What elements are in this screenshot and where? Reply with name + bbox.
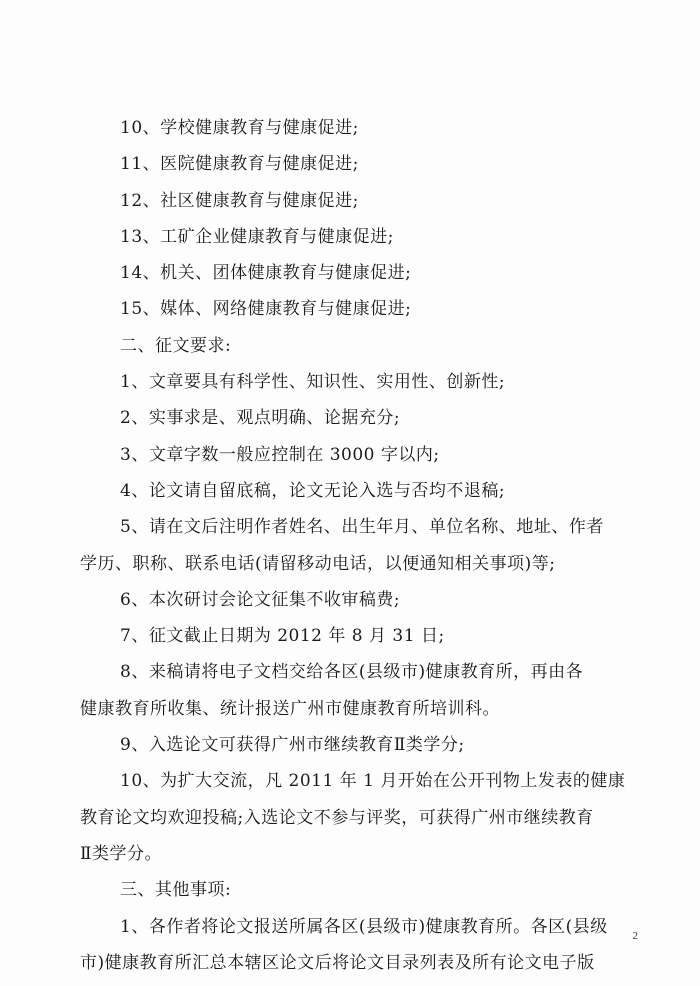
other-item-1-line-1: 1、各作者将论文报送所属各区(县级市)健康教育所。各区(县级 bbox=[120, 916, 608, 937]
section-heading-requirements: 二、征文要求: bbox=[120, 335, 232, 356]
topic-item-11: 11、医院健康教育与健康促进; bbox=[120, 154, 359, 175]
requirement-8-line-1: 8、来稿请将电子文档交给各区(县级市)健康教育所，再由各 bbox=[120, 662, 584, 683]
section-heading-other: 三、其他事项: bbox=[120, 880, 232, 901]
requirement-3: 3、文章字数一般应控制在 3000 字以内; bbox=[120, 444, 440, 465]
page-number: 2 bbox=[632, 930, 638, 942]
topic-item-12: 12、社区健康教育与健康促进; bbox=[120, 190, 359, 211]
document-body bbox=[80, 110, 640, 981]
requirement-4: 4、论文请自留底稿，论文无论入选与否均不退稿; bbox=[120, 480, 506, 501]
requirement-10-line-3: Ⅱ类学分。 bbox=[80, 843, 163, 864]
topic-item-14: 14、机关、团体健康教育与健康促进; bbox=[120, 263, 412, 284]
requirement-8-line-2: 健康教育所收集、统计报送广州市健康教育所培训科。 bbox=[80, 698, 500, 719]
topic-item-13: 13、工矿企业健康教育与健康促进; bbox=[120, 226, 394, 247]
requirement-10-line-2: 教育论文均欢迎投稿;入选论文不参与评奖，可获得广州市继续教育 bbox=[80, 807, 594, 828]
topic-item-10: 10、学校健康教育与健康促进; bbox=[120, 118, 359, 138]
requirement-7: 7、征文截止日期为 2012 年 8 月 31 日; bbox=[120, 626, 445, 647]
requirement-6: 6、本次研讨会论文征集不收审稿费; bbox=[120, 589, 401, 610]
requirement-5-line-1: 5、请在文后注明作者姓名、出生年月、单位名称、地址、作者 bbox=[120, 517, 604, 538]
requirement-5-line-2: 学历、职称、联系电话(请留移动电话，以便通知相关事项)等; bbox=[80, 553, 556, 574]
topic-item-15: 15、媒体、网络健康教育与健康促进; bbox=[120, 299, 412, 320]
requirement-2: 2、实事求是、观点明确、论据充分; bbox=[120, 408, 401, 429]
requirement-9: 9、入选论文可获得广州市继续教育Ⅱ类学分; bbox=[120, 735, 465, 756]
requirement-1: 1、文章要具有科学性、知识性、实用性、创新性; bbox=[120, 372, 506, 393]
other-item-1-line-2: 市)健康教育所汇总本辖区论文后将论文目录列表及所有论文电子版 bbox=[80, 952, 595, 973]
requirement-10-line-1: 10、为扩大交流，凡 2011 年 1 月开始在公开刊物上发表的健康 bbox=[120, 771, 626, 792]
